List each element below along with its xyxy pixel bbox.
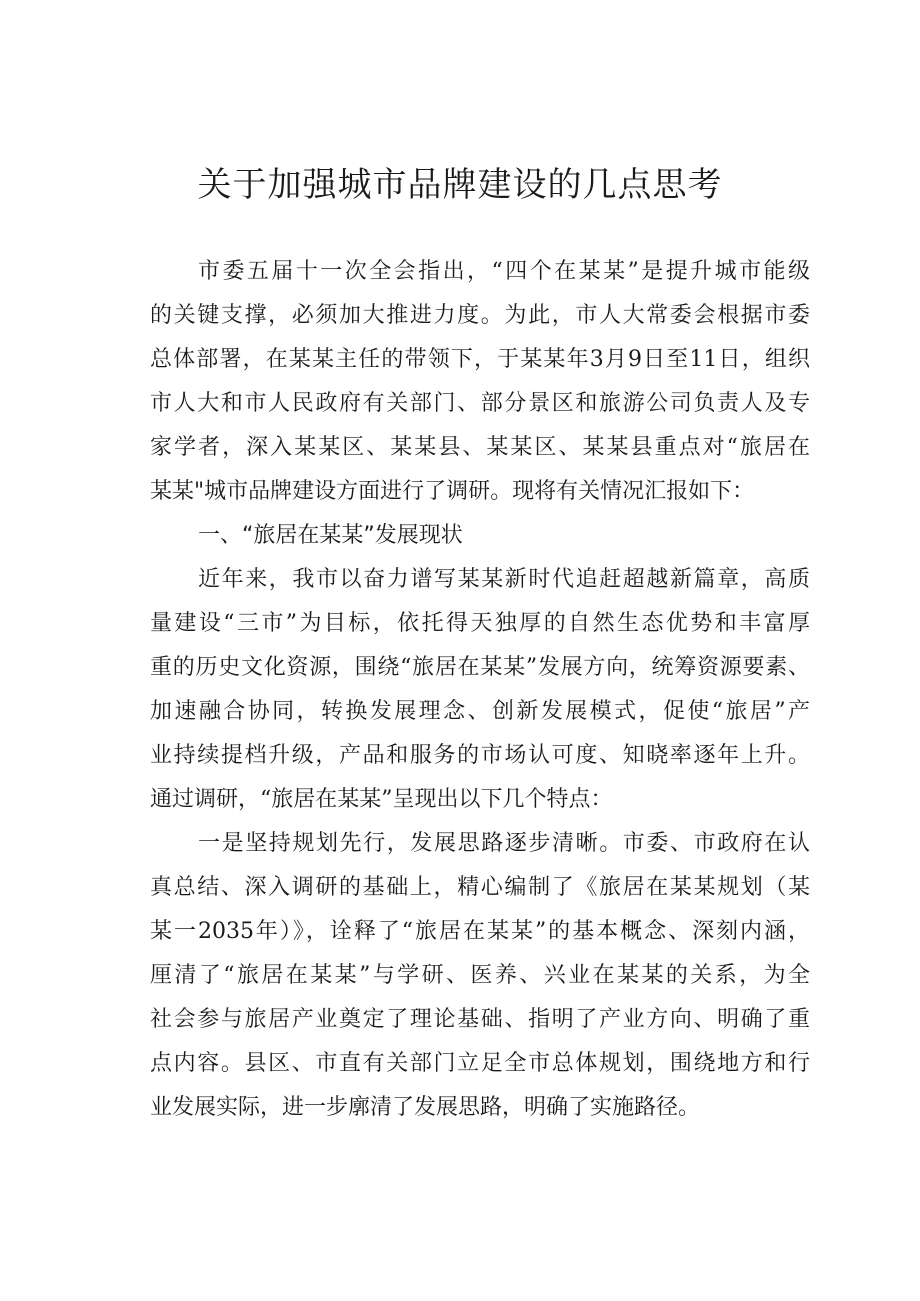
paragraph-3-line: 社会参与旅居产业奠定了理论基础、指明了产业方向、明确了重 [150, 1007, 810, 1032]
paragraph-2-line: 通过调研，“旅居在某某”呈现出以下几个特点： [150, 787, 613, 812]
paragraph-3-line: 业发展实际，进一步廓清了发展思路，明确了实施路径。 [150, 1095, 701, 1120]
paragraph-1-line: 某某"城市品牌建设方面进行了调研。现将有关情况汇报如下： [150, 479, 755, 504]
section-heading: 一、“旅居在某某”发展现状 [198, 523, 463, 548]
paragraph-1-line: 的关键支撑，必须加大推进力度。为此，市人大常委会根据市委 [150, 303, 810, 328]
document-title: 关于加强城市品牌建设的几点思考 [197, 165, 723, 205]
paragraph-1-line: 总体部署，在某某主任的带领下，于某某年3月9日至11日，组织 [150, 347, 810, 372]
paragraph-3-line: 某一2035年）》，诠释了“旅居在某某”的基本概念、深刻内涵， [150, 919, 810, 944]
paragraph-1-line: 市人大和市人民政府有关部门、部分景区和旅游公司负责人及专 [150, 391, 810, 416]
paragraph-2-line: 业持续提档升级，产品和服务的市场认可度、知晓率逐年上升。 [150, 743, 810, 768]
paragraph-2-line: 量建设“三市”为目标，依托得天独厚的自然生态优势和丰富厚 [150, 611, 810, 636]
paragraph-2-line: 重的历史文化资源，围绕“旅居在某某”发展方向，统筹资源要素、 [150, 655, 810, 680]
paragraph-1-line: 市委五届十一次全会指出，“四个在某某”是提升城市能级 [198, 259, 810, 284]
paragraph-2-line: 加速融合协同，转换发展理念、创新发展模式，促使“旅居”产 [150, 699, 810, 724]
paragraph-3-line: 厘清了“旅居在某某”与学研、医养、兴业在某某的关系，为全 [150, 963, 810, 988]
paragraph-3-line: 点内容。县区、市直有关部门立足全市总体规划，围绕地方和行 [150, 1051, 810, 1076]
paragraph-2-line: 近年来，我市以奋力谱写某某新时代追赶超越新篇章，高质 [198, 567, 810, 592]
paragraph-3-line: 真总结、深入调研的基础上，精心编制了《旅居在某某规划（某 [150, 875, 810, 900]
paragraph-3-line: 一是坚持规划先行，发展思路逐步清晰。市委、市政府在认 [198, 831, 810, 856]
paragraph-1-line: 家学者，深入某某区、某某县、某某区、某某县重点对“旅居在 [150, 435, 810, 460]
